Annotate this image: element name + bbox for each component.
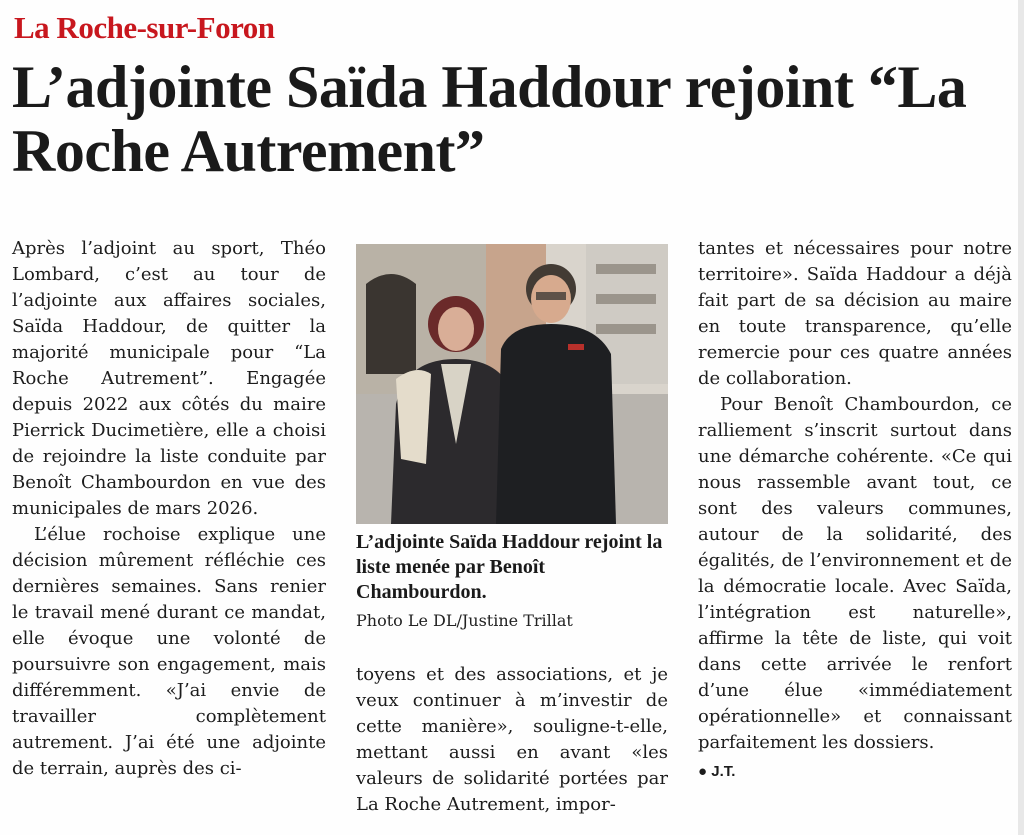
- article-column-3: [698, 236, 1012, 785]
- article-photo: [356, 244, 668, 524]
- signature-text: ● J.T.: [698, 763, 736, 780]
- article-column-2: [356, 662, 668, 818]
- section-kicker: La Roche-sur-Foron: [14, 10, 275, 45]
- photo-caption: L’adjointe Saïda Haddour rejoint la liste menée par Benoît Chambourdon.: [356, 531, 663, 603]
- article-column-1: [12, 236, 326, 782]
- paragraph: tantes et nécessaires pour notre territoire». Saïda Haddour a déjà fait part de sa décision au maire en toute transparence, qu’elle remercie pour ces quatre années de collaboration.: [698, 238, 1012, 389]
- photo-illustration: [356, 244, 668, 524]
- paragraph: Après l’adjoint au sport, Théo Lombard, c’est au tour de l’adjointe aux affaires sociales, Saïda Haddour, de quitter la majorité municipale pour “La Roche Autrement”. Engagée depuis 2022 aux côtés du maire Pierrick Ducimetière, elle a choisi de rejoindre la liste conduite par Benoît Chambourdon en vue des municipales de mars 2026.: [12, 238, 326, 519]
- page-edge: [1018, 0, 1024, 835]
- author-signature: [698, 758, 1012, 785]
- paragraph: L’élue rochoise explique une décision mûrement réfléchie ces dernières semaines. Sans renier le travail mené durant ce mandat, elle évoque une volonté de poursuivre son engagement, mais différemment. «J’ai envie de travailler complètement autrement. J’ai été une adjointe de terrain, auprès des ci-: [12, 524, 326, 779]
- paragraph: Pour Benoît Chambourdon, ce ralliement s’inscrit surtout dans une démarche cohérente. «Ce qui nous rassemble avant tout, ce sont des valeurs communes, autour de la solidarité, des égalités, de l’environnement et de la démocratie locale. Avec Saïda, l’intégration est naturelle», affirme la tête de liste, qui voit dans cette arrivée le renfort d’une élue «immédiatement opérationnelle» et connaissant parfaitement les dossiers.: [698, 394, 1012, 753]
- photo-credit: Photo Le DL/Justine Trillat: [356, 611, 573, 630]
- article-headline: L’adjointe Saïda Haddour rejoint “La Roche Autrement”: [12, 54, 967, 184]
- paragraph: toyens et des associations, et je veux continuer à m’investir de cette manière», souligne-t-elle, mettant aussi en avant «les valeurs de solidarité portées par La Roche Autrement, impor-: [356, 664, 668, 815]
